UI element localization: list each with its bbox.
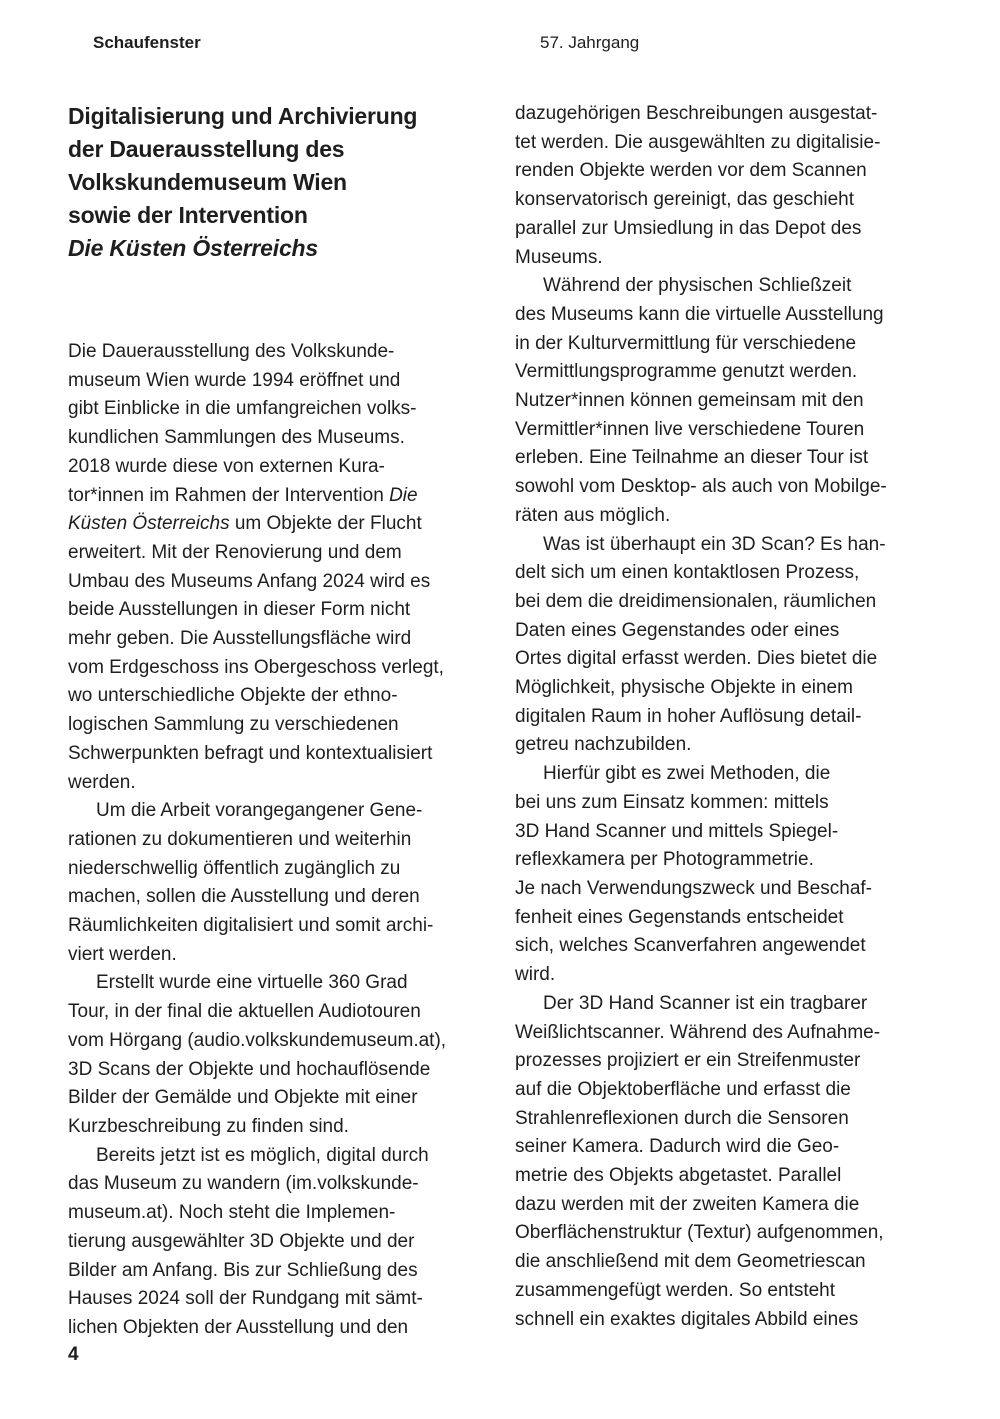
paragraph: Während der physischen Schließzeit des Museums kann die virtuelle Ausstellung in der Kulturvermittlung für verschiedene Vermittlungsprogramme genutzt werden. Nutzer*innen können gemeinsam mit den Vermittler*innen live verschiedene Touren erleben. Eine Teilnahme an dieser Tour ist sowohl vom Desktop- als auch von Mobilge- räten aus möglich.	[515, 275, 887, 526]
title-line: Volkskundemuseum Wien	[68, 169, 347, 195]
title-line: Die Küsten Österreichs	[68, 235, 318, 261]
title-line: der Dauerausstellung des	[68, 136, 345, 162]
paragraph: dazugehörigen Beschreibungen ausgestat- tet werden. Die ausgewählten zu digitalisie- renden Objekte werden vor dem Scannen konservatorisch gereinigt, das geschieht parallel zur Umsiedlung in das Depot des Museums.	[515, 103, 881, 268]
article-title	[68, 100, 504, 265]
paragraph: Bereits jetzt ist es möglich, digital durch das Museum zu wandern (im.volkskunde- museum.at). Noch steht die Implemen- tierung ausgewählter 3D Objekte und der Bilder am Anfang. Bis zur Schließung des Hauses 2024 soll der Rundgang mit sämt- lichen Objekten der Ausstellung und den	[68, 1144, 429, 1338]
page-number: 4	[68, 1344, 79, 1365]
paragraph: Der 3D Hand Scanner ist ein tragbarer Weißlichtscanner. Während des Aufnahme- prozesses projiziert er ein Streifenmuster auf die Objektoberfläche und erfasst die Strahlenreflexionen durch die Sensoren seiner Kamera. Dadurch wird die Geo- metrie des Objekts abgetastet. Parallel dazu werden mit der zweiten Kamera die Oberflächenstruktur (Textur) aufgenommen, die anschließend mit dem Geometriescan zusammengefügt werden. So entsteht schnell ein exaktes digitales Abbild eines	[515, 992, 884, 1330]
paragraph: Hierfür gibt es zwei Methoden, die bei uns zum Einsatz kommen: mittels 3D Hand Scanner und mittels Spiegel- reflexkamera per Photogrammetrie. Je nach Verwendungszweck und Beschaf- fenheit eines Gegenstands entscheidet sich, welches Scanverfahren angewendet wird.	[515, 763, 872, 986]
running-head-volume: 57. Jahrgang	[540, 33, 640, 52]
paragraph: Um die Arbeit vorangegangener Gene- rationen zu dokumentieren und weiterhin niederschwellig öffentlich zugänglich zu machen, sollen die Ausstellung und deren Räumlichkeiten digitalisiert und somit archi- viert werden.	[68, 800, 434, 965]
title-line: Digitalisierung und Archivierung	[68, 103, 418, 129]
text-column-right	[515, 100, 951, 1334]
paragraph: Was ist überhaupt ein 3D Scan? Es han- delt sich um einen kontaktlosen Prozess, bei dem die dreidimensionalen, räumlichen Daten eines Gegenstandes oder eines Ortes digital erfasst werden. Dies bietet die Möglichkeit, physische Objekte in einem digitalen Raum in hoher Auflösung detail- getreu nachzubilden.	[515, 533, 886, 756]
text-column-left	[68, 100, 504, 1343]
paragraph: Die Dauerausstellung des Volkskunde- museum Wien wurde 1994 eröffnet und gibt Einblicke in die umfangreichen volks- kundlichen Sammlungen des Museums. 2018 wurde diese von externen Kura- tor*innen im Rahmen der Intervention Die Küsten Österreichs um Objekte der Flucht erweitert. Mit der Renovierung und dem Umbau des Museums Anfang 2024 wird es beide Ausstellungen in dieser Form nicht mehr geben. Die Ausstellungsfläche wird vom Erdgeschoss ins Obergeschoss verlegt, wo unterschiedliche Objekte der ethno- logischen Sammlung zu verschiedenen Schwerpunkten befragt und kontextualisiert werden.	[68, 341, 444, 793]
running-head-section: Schaufenster	[93, 33, 201, 52]
paragraph: Erstellt wurde eine virtuelle 360 Grad Tour, in der final die aktuellen Audiotouren vom Hörgang (audio.volkskundemuseum.at), 3D Scans der Objekte und hochauflösende Bilder der Gemälde und Objekte mit einer Kurzbeschreibung zu finden sind.	[68, 972, 447, 1137]
title-line: sowie der Intervention	[68, 202, 308, 228]
